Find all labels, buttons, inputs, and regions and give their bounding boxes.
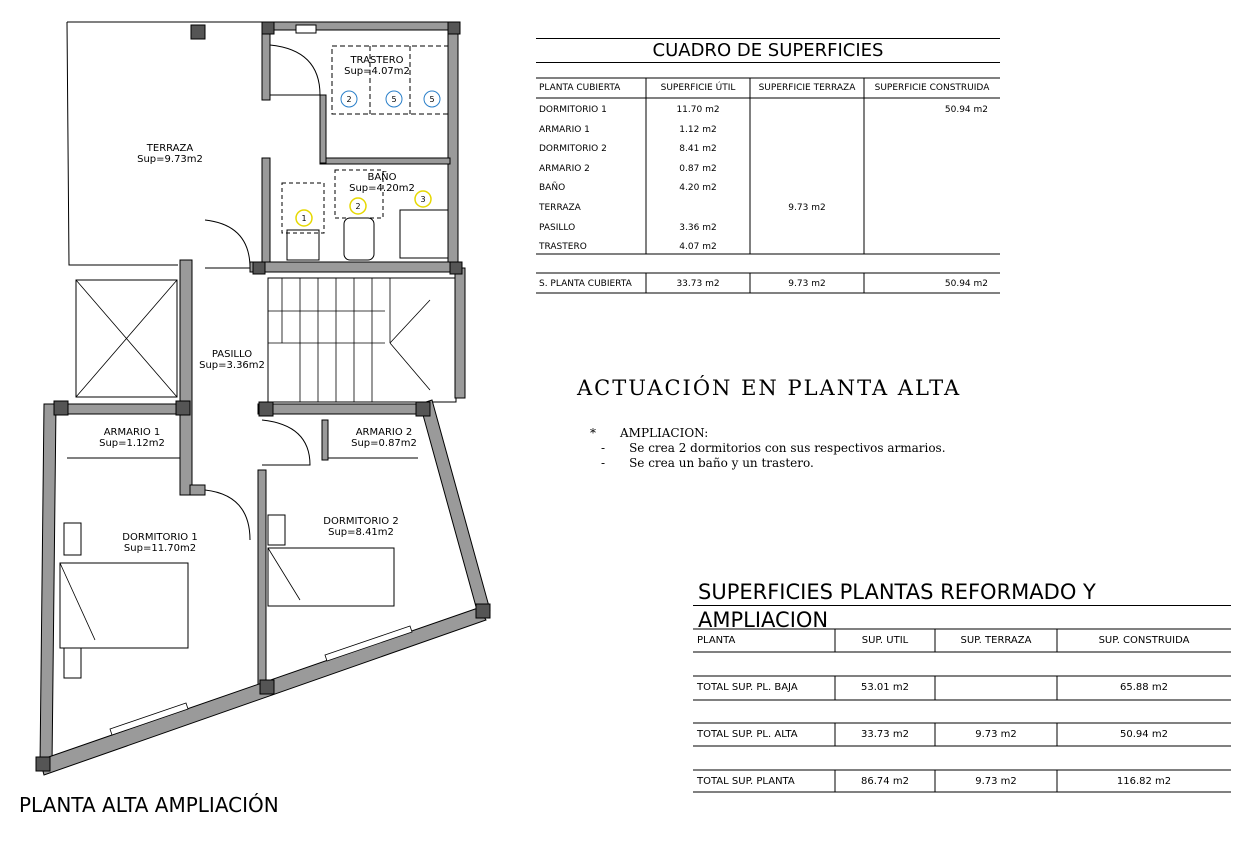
marker-text: 5: [429, 95, 435, 104]
wall-stairs-east: [455, 268, 465, 398]
row-value: 11.70 m2: [676, 105, 720, 115]
row-label: TRASTERO: [539, 242, 587, 253]
actuacion-notes: [590, 426, 946, 471]
header-planta: PLANTA CUBIERTA: [539, 83, 621, 93]
marker-text: 5: [391, 95, 397, 104]
door-dormitorio2: [262, 420, 310, 465]
wall-east: [448, 22, 458, 272]
door-pasillo: [205, 220, 250, 268]
header-construida: SUPERFICIE CONSTRUIDA: [874, 83, 990, 93]
note-line: Se crea 2 dormitorios con sus respectivos armarios.: [629, 441, 946, 455]
marker-text: 2: [346, 95, 352, 104]
room-area: Sup=1.12m2: [99, 438, 165, 449]
room-label-pasillo: [192, 349, 272, 371]
row-construida: 65.88 m2: [1120, 682, 1168, 693]
row-terraza: 9.73 m2: [975, 776, 1017, 787]
toilet: [344, 218, 374, 260]
room-name: TRASTERO: [350, 55, 404, 66]
row-value: 50.94 m2: [944, 105, 988, 115]
row-value: 8.41 m2: [679, 144, 717, 155]
floor-plan: [0, 0, 520, 790]
row-value: 4.07 m2: [679, 242, 717, 253]
bullet: *: [590, 426, 596, 440]
wall-pasillo-west: [180, 260, 192, 495]
room-name: TERRAZA: [146, 143, 194, 154]
wall-dorm-divider: [258, 470, 266, 690]
room-area: Sup=0.87m2: [351, 438, 417, 449]
row-util: 53.01 m2: [861, 682, 909, 693]
row-label: ARMARIO 2: [539, 163, 590, 174]
sink: [287, 230, 319, 260]
total-terraza: 9.73 m2: [788, 279, 826, 289]
wall-west: [40, 404, 56, 765]
room-area: Sup=4.20m2: [349, 183, 415, 194]
room-area: Sup=3.36m2: [199, 360, 265, 371]
room-name: PASILLO: [211, 349, 253, 360]
room-label-dormitorio1: [112, 532, 208, 554]
ampliacion-item: AMPLIACION:: [620, 426, 709, 440]
room-label-bano: [340, 172, 424, 194]
dash: -: [601, 456, 606, 470]
header-util: SUP. UTIL: [861, 635, 909, 646]
room-area: Sup=11.70m2: [123, 543, 197, 554]
wall-bano-top: [320, 158, 450, 164]
room-area: Sup=9.73m2: [137, 154, 203, 165]
room-name: ARMARIO 2: [355, 427, 413, 438]
plan-title: PLANTA ALTA AMPLIACIÓN: [19, 793, 279, 817]
row-construida: 50.94 m2: [1120, 729, 1168, 740]
row-label: DORMITORIO 2: [539, 144, 607, 155]
cuadro-superficies-table: [536, 38, 1000, 298]
door-trastero: [270, 45, 320, 95]
row-terraza: [935, 677, 1057, 699]
row-label: TOTAL SUP. PL. ALTA: [697, 729, 798, 740]
row-label: BAÑO: [539, 183, 566, 194]
shower: [400, 210, 448, 258]
total-label: S. PLANTA CUBIERTA: [539, 279, 632, 289]
room-label-dormitorio2: [313, 516, 409, 538]
wall-trastero-top: [262, 22, 458, 30]
table-title: SUPERFICIES PLANTAS REFORMADO Y AMPLIACION: [693, 578, 1231, 606]
row-label: TOTAL SUP. PL. BAJA: [697, 682, 798, 693]
room-name: ARMARIO 1: [103, 427, 161, 438]
room-label-trastero: [335, 55, 419, 77]
stair-steps: [268, 278, 430, 402]
row-label: DORMITORIO 1: [539, 105, 607, 115]
wall-bano-west: [262, 158, 270, 268]
row-terraza: 9.73 m2: [975, 729, 1017, 740]
room-name: DORMITORIO 2: [323, 516, 399, 527]
header-planta: PLANTA: [697, 635, 736, 646]
row-value: 3.36 m2: [679, 222, 717, 233]
row-value: 0.87 m2: [679, 163, 717, 174]
row-label: ARMARIO 1: [539, 124, 590, 135]
header-util: SUPERFICIE ÚTIL: [660, 83, 736, 93]
bed-dormitorio2: [268, 548, 394, 606]
wall-west-upper: [52, 404, 187, 414]
marker-text: 1: [301, 214, 307, 223]
dash: -: [601, 441, 606, 455]
wall-stairs-top: [250, 262, 460, 272]
row-value: 4.20 m2: [679, 183, 717, 194]
header-terraza: SUP. TERRAZA: [960, 635, 1032, 646]
stairs: [268, 278, 456, 402]
room-label-armario2: [342, 427, 426, 449]
room-area: Sup=8.41m2: [328, 527, 394, 538]
door-dormitorio1: [205, 490, 250, 540]
row-value: 1.12 m2: [679, 124, 717, 135]
actuacion-heading: ACTUACIÓN EN PLANTA ALTA: [577, 376, 962, 400]
total-construida: 50.94 m2: [944, 279, 988, 289]
row-value: 9.73 m2: [788, 203, 826, 213]
row-label: TERRAZA: [539, 203, 581, 213]
row-util: 33.73 m2: [861, 729, 909, 740]
room-label-armario1: [90, 427, 174, 449]
row-construida: 116.82 m2: [1116, 776, 1172, 787]
row-label: TOTAL SUP. PLANTA: [697, 776, 795, 787]
room-area: Sup=4.07m2: [344, 66, 410, 77]
room-name: BAÑO: [367, 172, 397, 183]
superficies-plantas-table: [693, 578, 1231, 798]
note-line: Se crea un baño y un trastero.: [629, 456, 814, 470]
wall-mid: [258, 404, 423, 414]
table-title: CUADRO DE SUPERFICIES: [536, 38, 1000, 63]
room-name: DORMITORIO 1: [122, 532, 198, 543]
header-terraza: SUPERFICIE TERRAZA: [758, 83, 856, 93]
room-label-terraza: [130, 143, 210, 165]
total-util: 33.73 m2: [676, 279, 720, 289]
row-label: PASILLO: [539, 222, 576, 233]
header-construida: SUP. CONSTRUIDA: [1098, 635, 1190, 646]
row-util: 86.74 m2: [861, 776, 909, 787]
wall-east-diag: [420, 400, 490, 614]
marker-text: 2: [355, 202, 361, 211]
marker-text: 3: [420, 195, 426, 204]
